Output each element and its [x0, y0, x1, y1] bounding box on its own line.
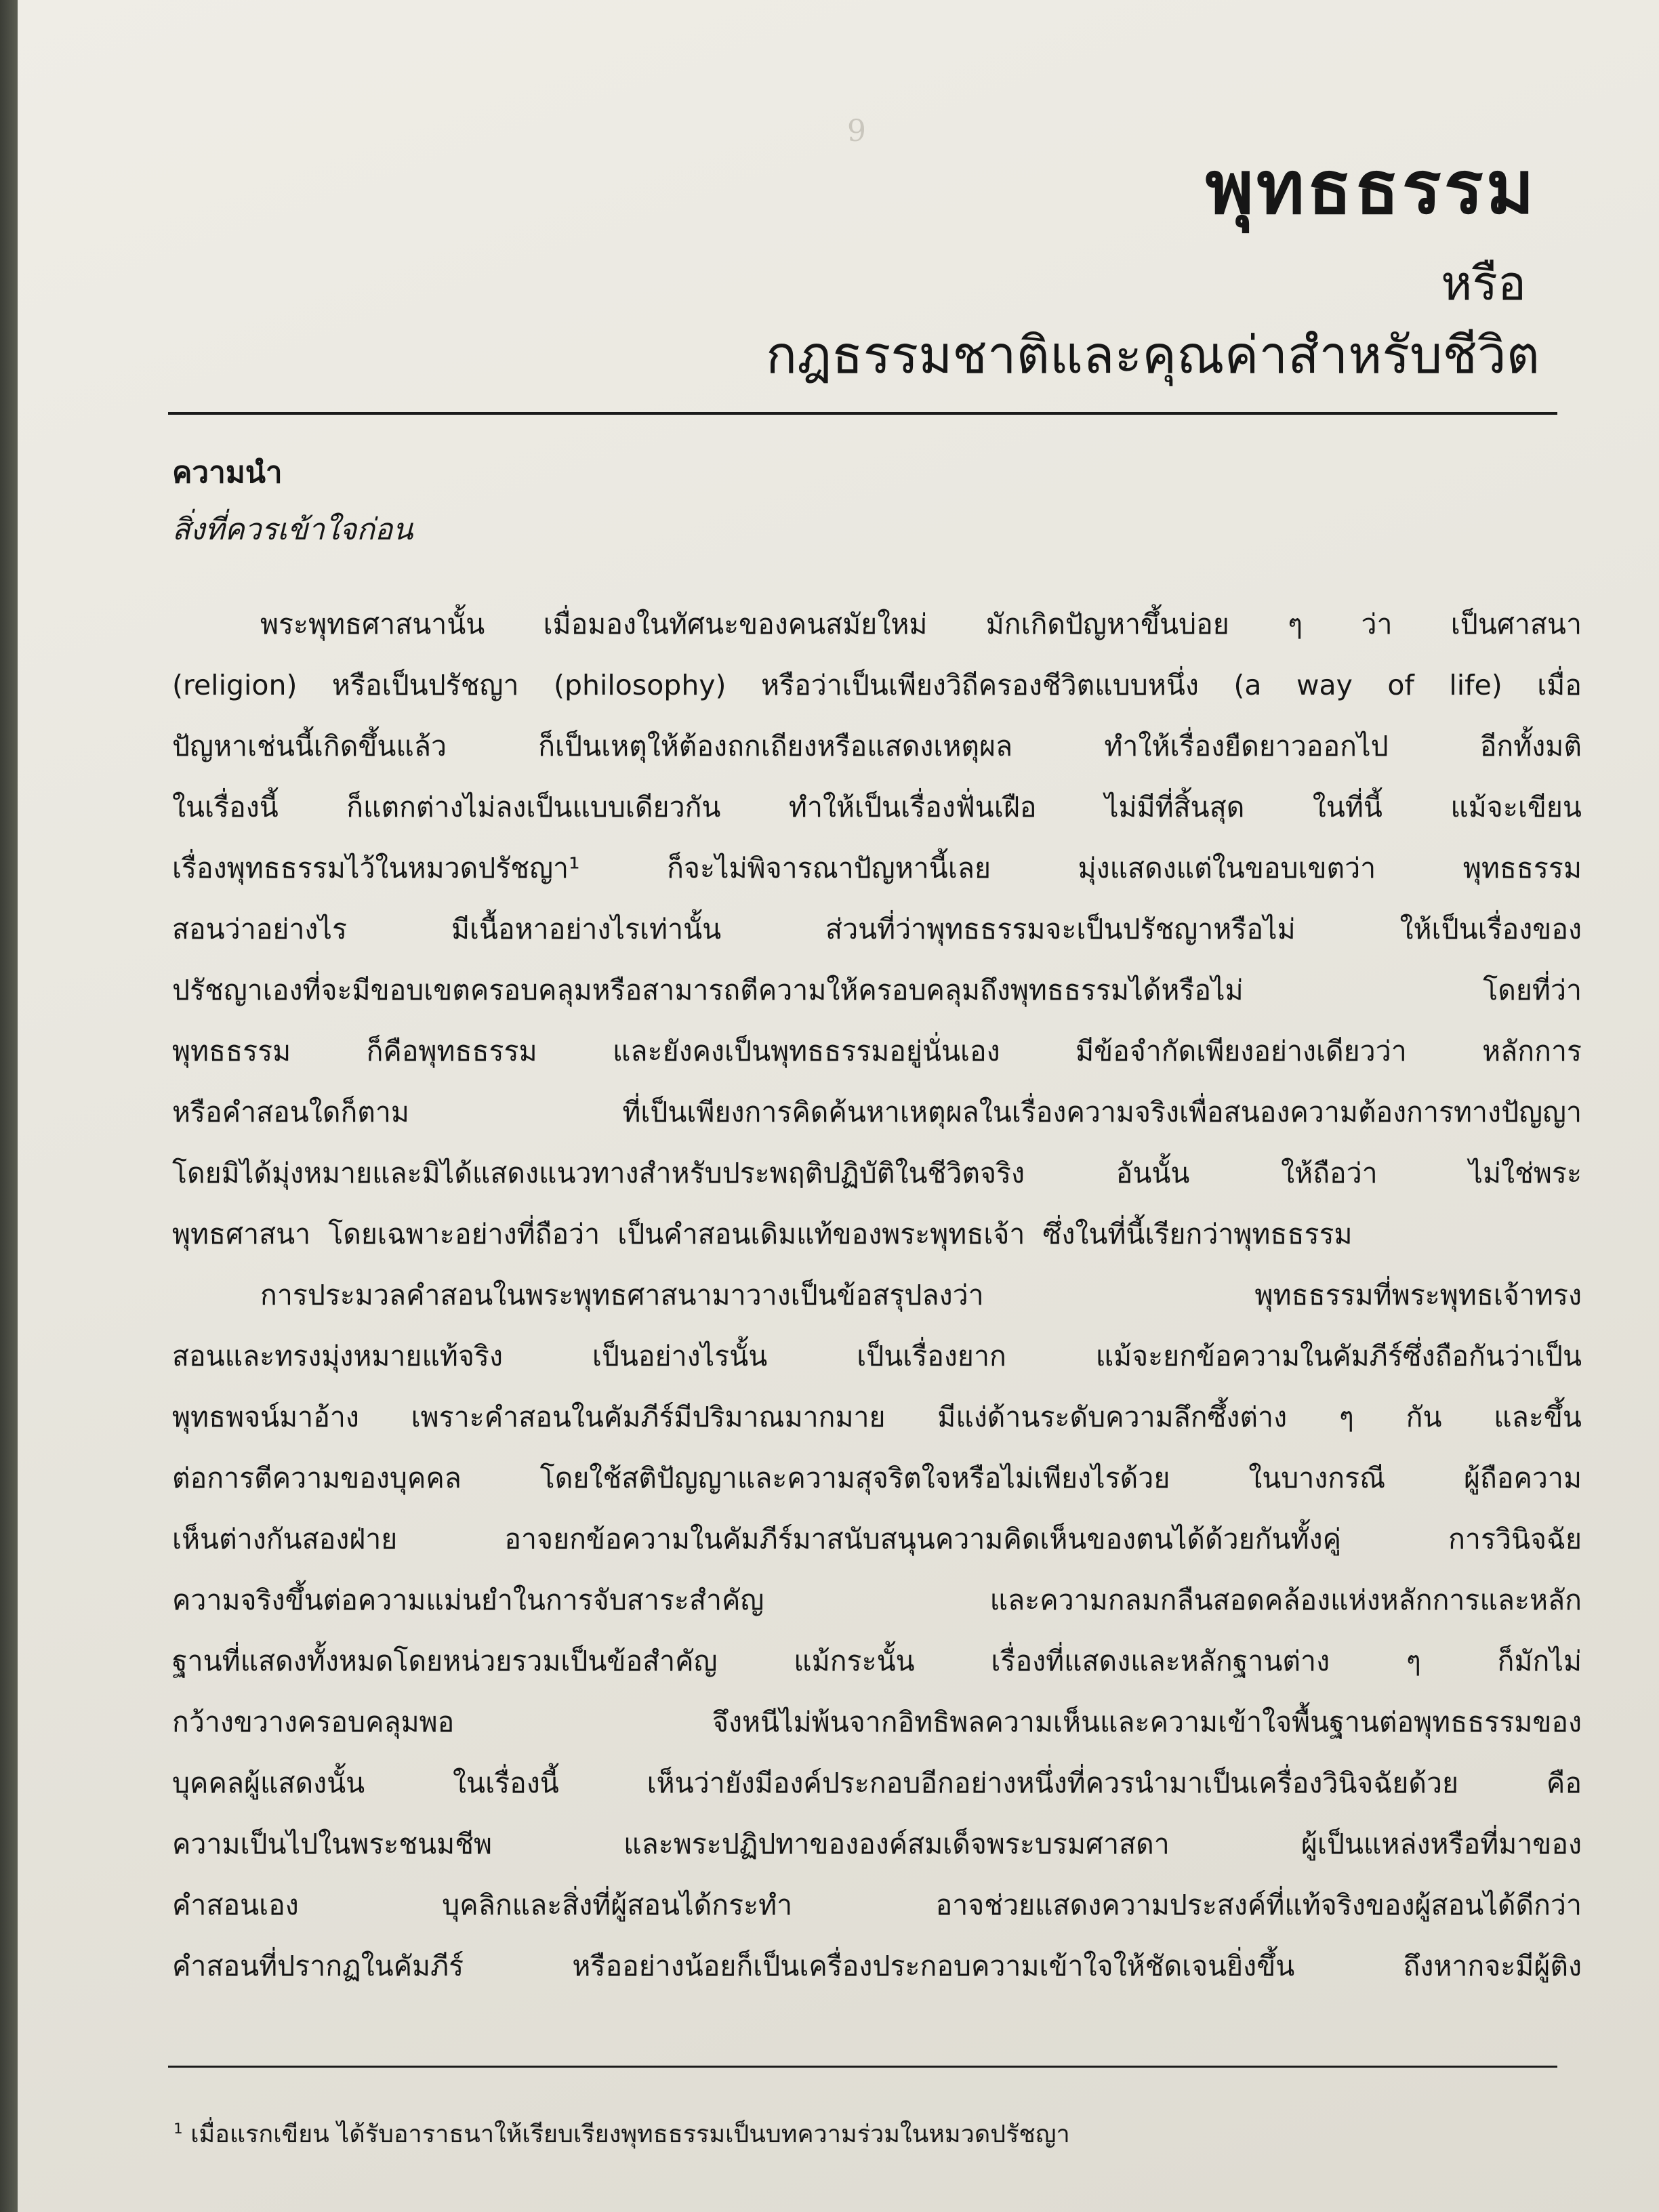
text-line: พระพุทธศาสนานั้น เมื่อมองในทัศนะของคนสมัยใหม่ มักเกิดปัญหาขึ้นบ่อย ๆ ว่า เป็นศาสนา — [260, 608, 1582, 640]
text-line: สอนและทรงมุ่งหมายแท้จริง เป็นอย่างไรนั้น เป็นเรื่องยาก แม้จะยกข้อความในคัมภีร์ซึ่งถือกันว่าเป็น — [172, 1340, 1582, 1372]
text-line: หรือคำสอนใดก็ตาม ที่เป็นเพียงการคิดค้นหาเหตุผลในเรื่องความจริงเพื่อสนองความต้องการทางปัญญา — [172, 1096, 1582, 1128]
text-line: พุทธพจน์มาอ้าง เพราะคำสอนในคัมภีร์มีปริมาณมากมาย มีแง่ด้านระดับความลึกซึ้งต่าง ๆ กัน และขึ้น — [172, 1401, 1582, 1433]
text-line: ความจริงขึ้นต่อความแม่นยำในการจับสาระสำคัญ และความกลมกลืนสอดคล้องแห่งหลักการและหลัก — [172, 1584, 1582, 1616]
text-line: สอนว่าอย่างไร มีเนื้อหาอย่างไรเท่านั้น ส่วนที่ว่าพุทธธรรมจะเป็นปรัชญาหรือไม่ ให้เป็นเรื่องของ — [172, 913, 1582, 945]
text-line: คำสอนที่ปรากฏในคัมภีร์ หรืออย่างน้อยก็เป็นเครื่องประกอบความเข้าใจให้ชัดเจนยิ่งขึ้น ถึงหากจะมีผู้ติง — [172, 1950, 1582, 1982]
body-text — [172, 594, 1582, 1996]
text-line: ปัญหาเช่นนี้เกิดขึ้นแล้ว ก็เป็นเหตุให้ต้องถกเถียงหรือแสดงเหตุผล ทำให้เรื่องยืดยาวออกไป อีกทั้งมติ — [172, 730, 1582, 762]
page-title: พุทธธรรม — [1205, 146, 1537, 230]
section-subheading: สิ่งที่ควรเข้าใจก่อน — [172, 512, 413, 547]
footnote-marker: 1 — [173, 2121, 183, 2137]
footnote-divider — [168, 2066, 1557, 2068]
text-line: บุคคลผู้แสดงนั้น ในเรื่องนี้ เห็นว่ายังมีองค์ประกอบอีกอย่างหนึ่งที่ควรนำมาเป็นเครื่องวินิจฉัยด้วย คือ — [172, 1767, 1582, 1799]
footnote-text: เมื่อแรกเขียน ได้รับอาราธนาให้เรียบเรียงพุทธธรรมเป็นบทความร่วมในหมวดปรัชญา — [190, 2121, 1070, 2148]
title-conjunction: หรือ — [1441, 255, 1526, 311]
page-subtitle: กฎธรรมชาติและคุณค่าสำหรับชีวิต — [766, 325, 1540, 385]
text-line: เห็นต่างกันสองฝ่าย อาจยกข้อความในคัมภีร์มาสนับสนุนความคิดเห็นของตนได้ด้วยกันทั้งคู่ การวินิจฉัย — [172, 1523, 1582, 1555]
text-line: ในเรื่องนี้ ก็แตกต่างไม่ลงเป็นแบบเดียวกัน ทำให้เป็นเรื่องฟั่นเฝือ ไม่มีที่สิ้นสุด ในที่นี้ แม้จะเขียน — [172, 791, 1582, 823]
text-line: พุทธธรรม ก็คือพุทธธรรม และยังคงเป็นพุทธธรรมอยู่นั่นเอง มีข้อจำกัดเพียงอย่างเดียวว่า หลักการ — [172, 1035, 1582, 1067]
book-edge — [0, 0, 18, 2212]
text-line: ฐานที่แสดงทั้งหมดโดยหน่วยรวมเป็นข้อสำคัญ แม้กระนั้น เรื่องที่แสดงและหลักฐานต่าง ๆ ก็มักไม่ — [172, 1645, 1582, 1677]
text-line: พุทธศาสนา โดยเฉพาะอย่างที่ถือว่า เป็นคำสอนเดิมแท้ของพระพุทธเจ้า ซึ่งในที่นี้เรียกว่าพุทธธรรม — [172, 1218, 1353, 1250]
text-line: ปรัชญาเองที่จะมีขอบเขตครอบคลุมหรือสามารถตีความให้ครอบคลุมถึงพุทธธรรมได้หรือไม่ โดยที่ว่า — [172, 974, 1582, 1006]
page-number: 9 — [847, 114, 866, 148]
text-line: การประมวลคำสอนในพระพุทธศาสนามาวางเป็นข้อสรุปลงว่า พุทธธรรมที่พระพุทธเจ้าทรง — [260, 1279, 1582, 1311]
text-line: เรื่องพุทธธรรมไว้ในหมวดปรัชญา¹ ก็จะไม่พิจารณาปัญหานี้เลย มุ่งแสดงแต่ในขอบเขตว่า พุทธธรรม — [172, 852, 1582, 884]
title-divider — [168, 412, 1557, 415]
text-line: คำสอนเอง บุคลิกและสิ่งที่ผู้สอนได้กระทำ อาจช่วยแสดงความประสงค์ที่แท้จริงของผู้สอนได้ดีกว่า — [172, 1889, 1582, 1921]
text-line: กว้างขวางครอบคลุมพอ จึงหนีไม่พ้นจากอิทธิพลความเห็นและความเข้าใจพื้นฐานต่อพุทธธรรมของ — [172, 1706, 1582, 1738]
book-page — [18, 0, 1659, 2212]
text-line: (religion) หรือเป็นปรัชญา (philosophy) หรือว่าเป็นเพียงวิถีครองชีวิตแบบหนึ่ง (a way of life) เมื่อ — [172, 669, 1582, 701]
footnote — [173, 2114, 1070, 2153]
text-line: ความเป็นไปในพระชนมชีพ และพระปฏิปทาขององค์สมเด็จพระบรมศาสดา ผู้เป็นแหล่งหรือที่มาของ — [172, 1828, 1582, 1860]
text-line: โดยมิได้มุ่งหมายและมิได้แสดงแนวทางสำหรับประพฤติปฏิบัติในชีวิตจริง อันนั้น ให้ถือว่า ไม่ใช่พระ — [172, 1157, 1582, 1189]
text-line: ต่อการตีความของบุคคล โดยใช้สติปัญญาและความสุจริตใจหรือไม่เพียงไรด้วย ในบางกรณี ผู้ถือความ — [172, 1462, 1582, 1494]
section-heading: ความนำ — [172, 455, 283, 490]
